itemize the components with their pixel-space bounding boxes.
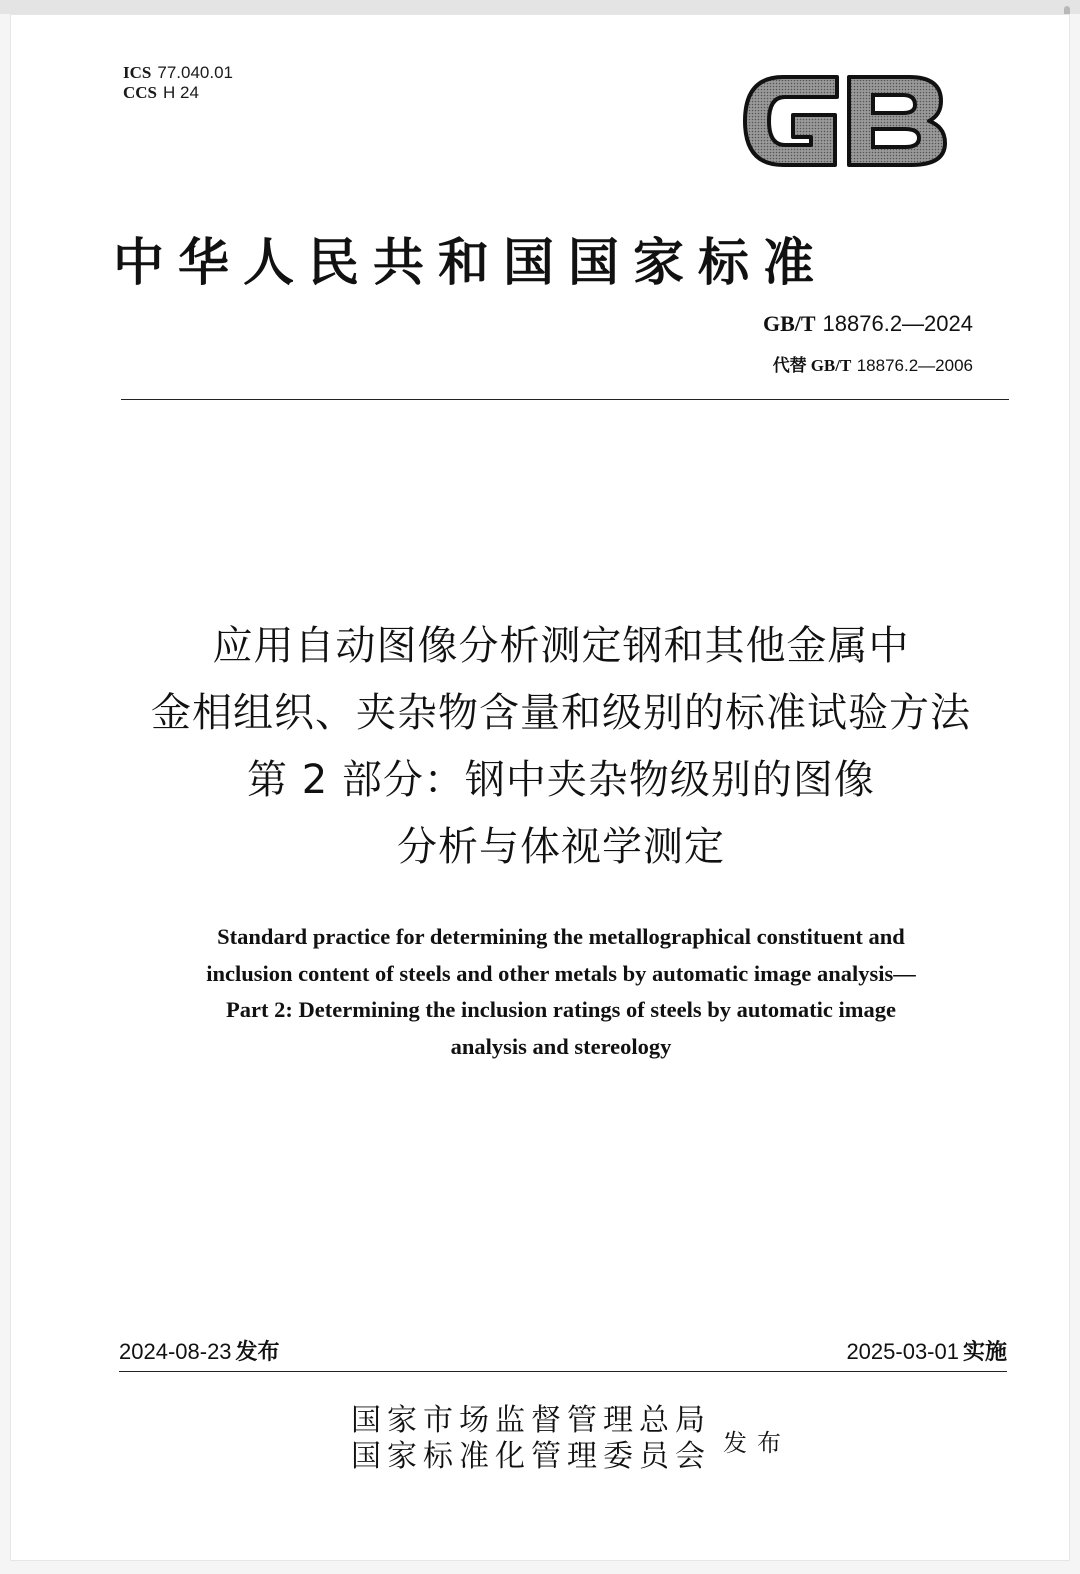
publish-date-value: 2024-08-23 xyxy=(119,1339,232,1364)
national-standard-title: 中华人民共和国国家标准 xyxy=(113,233,829,293)
implement-date-label: 实施 xyxy=(962,1340,1007,1365)
title-en-line: Part 2: Determining the inclusion ratings of steels by automatic image xyxy=(226,997,896,1022)
title-english xyxy=(121,919,1001,1065)
standard-number xyxy=(763,311,973,337)
implement-date xyxy=(846,1335,1007,1366)
standard-number-value: 18876.2—2024 xyxy=(822,311,973,336)
ccs-value: H 24 xyxy=(163,83,199,102)
title-cn-line: 分析与体视学测定 xyxy=(397,824,725,870)
header-divider xyxy=(121,399,1009,400)
replaces-prefix: GB/T xyxy=(810,356,852,375)
title-en-line: Standard practice for determining the metallographical constituent and xyxy=(217,924,905,949)
title-cn-line: 第 2 部分：钢中夹杂物级别的图像 xyxy=(247,757,875,803)
viewer-top-bar xyxy=(0,0,1080,14)
ics-label: ICS xyxy=(123,63,152,82)
ccs-label: CCS xyxy=(123,83,158,102)
title-cn-line: 应用自动图像分析测定钢和其他金属中 xyxy=(212,623,910,669)
title-cn-line: 金相组织、夹杂物含量和级别的标准试验方法 xyxy=(151,690,971,736)
replaces-number: 18876.2—2006 xyxy=(856,356,973,375)
gb-logo xyxy=(739,67,951,175)
document-page xyxy=(10,14,1070,1561)
title-en-line: analysis and stereology xyxy=(450,1033,672,1059)
replaces-label: 代替 xyxy=(772,356,807,376)
title-en-line: inclusion content of steels and other metals by automatic image analysis— xyxy=(206,960,916,986)
ics-code xyxy=(123,63,233,83)
replaces-standard xyxy=(773,351,973,376)
publisher-line: 国家标准化管理委员会 xyxy=(351,1439,711,1474)
ccs-code xyxy=(123,83,233,103)
title-chinese xyxy=(111,613,1011,881)
standard-prefix: GB/T xyxy=(762,311,816,336)
implement-date-value: 2025-03-01 xyxy=(846,1339,959,1364)
publish-date-label: 发布 xyxy=(235,1340,280,1365)
classification-codes xyxy=(123,63,233,103)
footer-divider xyxy=(119,1371,1007,1372)
publisher-line: 国家市场监督管理总局 xyxy=(351,1403,711,1438)
publishers-suffix: 发布 xyxy=(723,1429,791,1457)
ics-value: 77.040.01 xyxy=(157,63,233,82)
publishers xyxy=(351,1403,711,1475)
publish-date xyxy=(119,1335,280,1366)
